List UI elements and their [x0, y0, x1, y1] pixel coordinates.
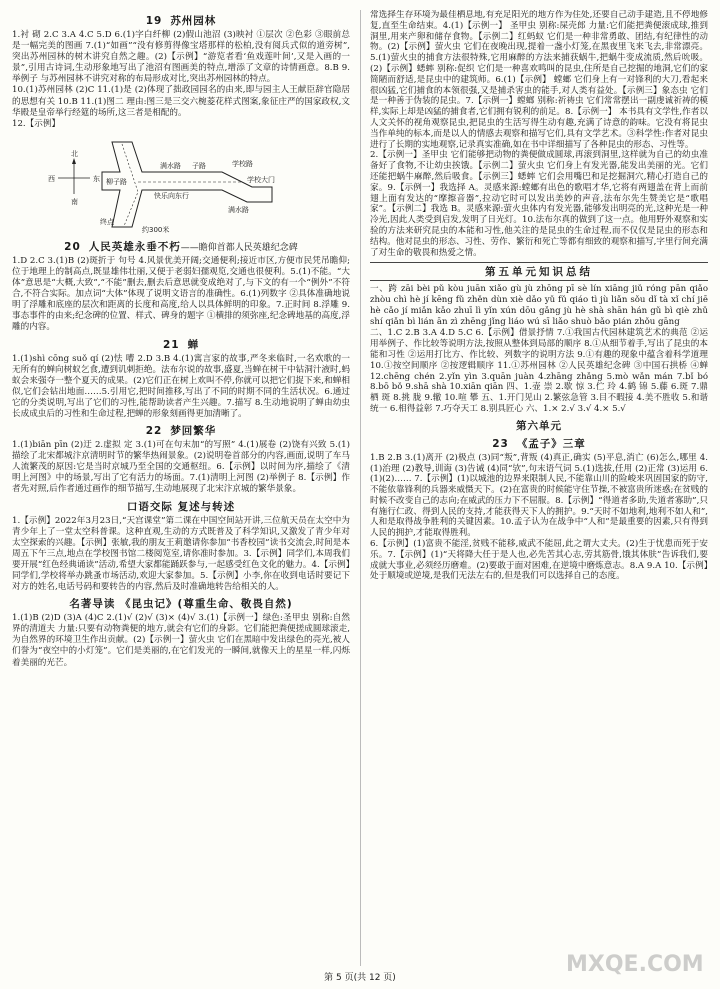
- answer-paragraph: 1.D 2.C 3.(1)B (2)斑折于 句号 4.风景优美开阔;交通便利;接近市区,方便市民凭吊瞻仰;位于地理上的制高点,既显雄伟壮丽,又便于老弱妇孺观览,交通也很便利。5.(1)不能。“大体”意思是“大概,大致”,“不能”删去,删去后意思就变成绝对了,与下文的有一个“例外”不符合,不符合实际。加点词“大体”体现了说明文语言的准确性。6.(1)列数字 ②具体准确地说明了浮雕和底座的层次和距离的长度和高度,给人以具体鲜明的印象。7.正时间 8.浮雕 9.事态事件的由来;纪念碑的位置、样式、碑身的题字 ①横排的须弥座,纪念碑地基的高度,浮雕的内容。: [12, 255, 350, 333]
- answer-paragraph: 1.衬 砌 2.C 3.A 4.C 5.D 6.(1)字白纤柳 (2)假山池沼 (3)映衬 ①层次 ②色彩 ③眼前总是一幅完美的图画 7.(1)“如画”“没有修剪得像宝塔那样的松柏,没有阅兵式似的道旁树”,突出苏州园林的树木讲究自然之趣。(2)【示例】“游览者看‘鱼戏莲叶间’,又是入画的一景”,引用古诗词,生动形象地写出了池沼有图画美的特点,增添了文章的诗情画意。8.B 9.举例子 与苏州园林不讲究对称的布局形成对比,突出苏州园林的特点。: [12, 30, 350, 85]
- unit-summary-title: 第五单元知识总结: [370, 262, 708, 281]
- answer-paragraph: 1.B 2.B 3.(1)离开 (2)极点 (3)同“叛”,背叛 (4)真正,确实 (5)平息,消亡 (6)怎么,哪里 4.(1)治理 (2)教导,训诲 (3)告诫 (4)同“欤”,句末语气词 5.(1)选拔,任用 (2)正常 (3)运用 6.(1)(2)…… 7.【示例】(1)以城池的边界来限制人民,不能靠山川的险峻来巩固国家的防守,不能依靠锋利的兵器来威慑天下。(2)在富贵的时候能守住节操,不被富贵所迷惑;在贫贱的时候不改变自己的志向;在威武的压力下不屈服。8.【示例】“得道者多助,失道者寡助”,只有施行仁政、得到人民的支持,才能获得天下人的拥护。9.“天时不如地利,地利不如人和”,人和是取得战争胜利的关键因素。10.孟子认为在战争中“人和”是最重要的因素,只有得到人民的拥护,才能取得胜利。: [370, 452, 708, 539]
- compass-west: 西: [48, 174, 55, 183]
- page-number: 第 5 页(共 12 页): [324, 973, 396, 983]
- answer-paragraph: 1.(1)B (2)D (3)A (4)C 2.(1)√ (2)√ (3)× (4)√ 3.(1)【示例一】绿色:圣甲虫 别称:自然界的清道夫 力量:只要有动物粪便的地方,就会有它们的身影。它们能把粪便搓成圆球滚走,为自然界的环境卫生作出贡献。(2)【示例一】萤火虫 它们在黑暗中发出绿色的亮光,被人们誉为“夜空中的小灯笼”。它们是美丽的,在它们发光的一瞬间,就像天上的星星一样,闪烁着美丽的光芒。: [12, 613, 350, 668]
- left-column: [12, 10, 350, 966]
- answer-paragraph: 10.(1)苏州园林 (2)C 11.(1)是 (2)体现了拙政园园名的由来,即与园主人王献臣辞官隐居的思想有关 10.B 11.(1)图二 理由:图三是三交六椀菱花样式图案,象征庄严的国家政权,文华殿是皇帝举行经筵的场所,这三者是相配的。: [12, 85, 350, 118]
- map-label: 快乐向东行: [154, 191, 189, 200]
- map-label: 满水路: [228, 205, 249, 214]
- map-label: 满水路: [160, 161, 181, 170]
- route-map-figure: [42, 132, 292, 236]
- section-title-21: 21 蝉: [162, 338, 200, 351]
- unit-six-heading: 第六单元: [516, 419, 562, 432]
- compass-south: 南: [71, 197, 78, 206]
- pinyin-answers: 一、跨 zāi bèi pǔ kòu juān xiǎo gù jù zhōng pī sè lín xiāng jiǔ róng pān qiǎo zhòu chì hè jí kēng fǔ zhěn dùn xiè dǎo yǔ fǔ qiáo tì jù liǎn sǒu dǐ tà xǐ chí jiē hè cǎo jí miǎn kǎo zhuī lì yǐn xún dōu gǎng jù hè shà shān hán gǔ bì qiè zhǔ shí qiǎn bì lián ān zì zhēng jǐng liáo wú sī liǎo shuò bǎo pián zhǒu gāng: [370, 284, 708, 328]
- site-watermark: [562, 943, 712, 983]
- compass-north: 北: [71, 149, 78, 158]
- answer-paragraph: 1.(1)biān pīn (2)迂 2.虚拟 定 3.(1)可在句末加“的写照” 4.(1)展卷 (2)饶有兴致 5.(1)描绘了北宋都城汴京清明时节的繁华热闹景象。(2)说明卷首部分的内容,画面,说明了车马人流繁茂的原因:它是当时京城乃至全国的交通枢纽。6.【示例】以时间为序,描绘了《清明上河图》中的场景,写出了它有活力的场面。7.(1)清明上河图 (2)举例子 8.【示例】作者先对照,后作者通过画作的细节描写,生动地展现了北宋汴京城的繁华景象。: [12, 440, 350, 495]
- answer-paragraph: 1.【示例】2022年3月23日,“天宫课堂”第二课在中国空间站开讲,三位航天员在太空中为青少年上了一堂太空科普课。这种直观,生动的方式既普及了科学知识,又激发了青少年对太空探索的兴趣。【示例】张敏,我的朋友王莉邀请你参加“书香校园”读书交流会,时间是本周五下午三点,地点在学校图书馆二楼阅览室,请你准时参加。3.【示例】同学们,本周我们要开展“红色经典诵读”活动,希望大家都能踊跃参与,一起感受红色文化的魅力。4.【示例】同学们,学校将举办跳蚤市场活动,欢迎大家参加。5.【示例】小李,你在收到电话时要记下对方的姓名,电话号码和要转告的内容,然后及时准确地转告给相关的人。: [12, 515, 350, 593]
- map-label: 柳子路: [106, 177, 127, 186]
- section-title-23: 23 《孟子》三章: [492, 437, 586, 450]
- map-label: 子路: [192, 161, 206, 170]
- svg-text:MXQE.COM: MXQE.COM: [566, 952, 704, 977]
- answer-paragraph: 2.【示例一】圣甲虫 它们能够把动物的粪便做成圆球,再滚到洞里,这样就为自己的幼虫准备好了食物,不让幼虫挨饿。【示例二】萤火虫 它们身上有发光器,能发出美丽的光。它们还能把蜗牛麻醉,然后吸食。【示例三】蟋蟀 它们会用嘴巴和足挖掘洞穴,精心打造自己的家。9.【示例一】我选择 A。灵感来源:螳螂有出色的歌唱才华,它将有两翅盖在背上而前翅上面有发达的“摩擦音器”,拉动它时可以发出美妙的声音,法布尔先生赞美它是“歌唱家”。【示例二】我选 B。灵感来源:萤火虫体内有发光器,能够发出明亮的光,这种光是一种冷光,因此人类受到启发,发明了日光灯。10.法布尔真的做到了这一点。他用野外观察和实验的方法来研究昆虫的本能和习性,他关注的是昆虫的生命过程,而不仅仅是昆虫的形态和结构。他对昆虫的形态、习性、劳作、繁衍和死亡等都有细致的观察和描写,字里行间充满了对生命的敬畏和热爱之情。: [370, 150, 708, 258]
- section-title-19: 19 苏州园林: [145, 15, 217, 27]
- compass-east: 东: [93, 174, 100, 183]
- section-title-20: 20 人民英雄永垂不朽——瞻仰首都人民英雄纪念碑: [64, 240, 298, 253]
- right-column: [360, 10, 708, 966]
- map-label: 约300米: [142, 225, 170, 234]
- map-label: 学校路: [232, 159, 253, 168]
- answer-paragraph: 6.【示例】(1)富贵不能淫,贫贱不能移,威武不能屈,此之谓大丈夫。(2)生于忧患而死于安乐。7.【示例】(1)“天将降大任于是人也,必先苦其心志,劳其筋骨,饿其体肤”告诉我们,要成就大事业,必须经历磨难。(2)要敢于面对困难,在逆境中磨炼意志。8.A 9.A 10.【示例】处于顺境或逆境,是我们无法左右的,但是我们可以选择自己的态度。: [370, 539, 708, 582]
- answer-paragraph: 1.(1)shì cōng suǒ qí (2)怯 嘈 2.D 3.B 4.(1)寓言家的故事,严冬来临时,一名欢歌的一无所有的蝉向树蚁乞食,遭到讥刺拒绝。法布尔说的故事,盛夏,当蝉在树干中钻洞汁液时,蚂蚁会来强夺一整个夏天的成果。(2)它们正在树上欢叫不停,你就可以把它们捉下来,和蝉相似,它们会钻出地面……5.引用它,把时间推移,写出了不同的时期不同的生活状况。6.通过它的分类说明,写出了它们的习性,能帮助读者产生兴趣。7.描写 8.生动地说明了蝉由幼虫长成成虫后的习性和生命过程,把蝉的形象刻画得更加清晰了。: [12, 353, 350, 419]
- section-title-22: 22 梦回繁华: [145, 425, 217, 438]
- answer-paragraph: 二、1.C 2.B 3.A 4.D 5.C 6.【示例】借景抒情 7.①我国古代园林建筑艺术的典范 ②运用举例子、作比较等说明方法,按照从整体到局部的顺序 8.①从细节着手,写出了昆虫的本能和习性 ②运用打比方、作比较、列数字的说明方法 9.①有趣的现象中蕴含着科学道理 10.①按空间顺序 ②按逻辑顺序 11.①苏州园林 ②人民英雄纪念碑 ③中国石拱桥 ④蝉 12.chēng chén 2.yǐn yìn 3.quān juàn 4.zhāng zhǎng 5.mò wǎn mán 7.bǐ bó 8.bō bǒ 9.shā shà 10.xiān qiān 四、1.壶 崇 2.歇 惊 3.伫 玲 4.鹤 锦 5.藤 6.斑 7.鼎 栖 斑 8.挑 胧 9.辙 10.喧 攀 五、1.开门见山 2.繁弦急管 3.目不暇接 4.美不胜收 5.和谐统一 6.相得益彰 7.巧夺天工 8.别具匠心 六、1.× 2.√ 3.√ 4.× 5.√: [370, 328, 708, 414]
- section-title-oral: 口语交际 复述与转述: [126, 500, 236, 513]
- section-title-famous-book: 名著导读 《昆虫记》(尊重生命、敬畏自然): [69, 598, 293, 611]
- answer-paragraph: 12.【示例】: [12, 118, 61, 129]
- answer-paragraph: 常选择生存环境为最佳栖息地,有充足阳光的地方作为住处,还要自己动手建造,且不停地修复,直至生命结束。4.(1)【示例一】 圣甲虫 别称:屎壳郎 力量:它们能把粪便滚成球,推到洞里,用来产卵和储存食物。【示例二】红蚂蚁 它们是一种非常勇敢、团结,有纪律性的动物。(2)【示例】萤火虫 它们在夜晚出现,提着一盏小灯笼,在黑夜里飞来飞去,非常漂亮。5.(1)萤火虫的捕食方法很特殊,它用麻醉的方法来捕获蜗牛,把蜗牛变成流质,然后吮吸。(2)【示例】蟋蟀 别称:促织 它们是一种喜欢鸣叫的昆虫,住所是自己挖掘的地洞,它们的家简陋而舒适,是昆虫中的建筑师。6.(1)【示例】 螳螂 它们身上有一对锋利的大刀,看起来很凶猛,它们捕食的本领很强,又是捕杀害虫的能手,对人类有益处。【示例三】象态虫 它们是一种善于伪装的昆虫。7.【示例一】螳螂 别称:祈祷虫 它们常常摆出一副虔诚祈祷的模样,实际上却是凶猛的捕食者,它们拥有锐利的前足。8.【示例一】 本书具有文学性,作者以人文关怀的视角观察昆虫,把昆虫的生活写得生动有趣,充满了诗意的韵味。它没有将昆虫当作单纯的标本,而是以人的情感去观察和描写它们,具有文学艺术。③科学性:作者对昆虫进行了长期的实地观察,记录真实准确,如在书中详细描写了各种昆虫的形态、习性等。: [370, 10, 708, 150]
- map-label: 学校大门: [247, 175, 275, 184]
- map-label: 终点: [100, 217, 114, 226]
